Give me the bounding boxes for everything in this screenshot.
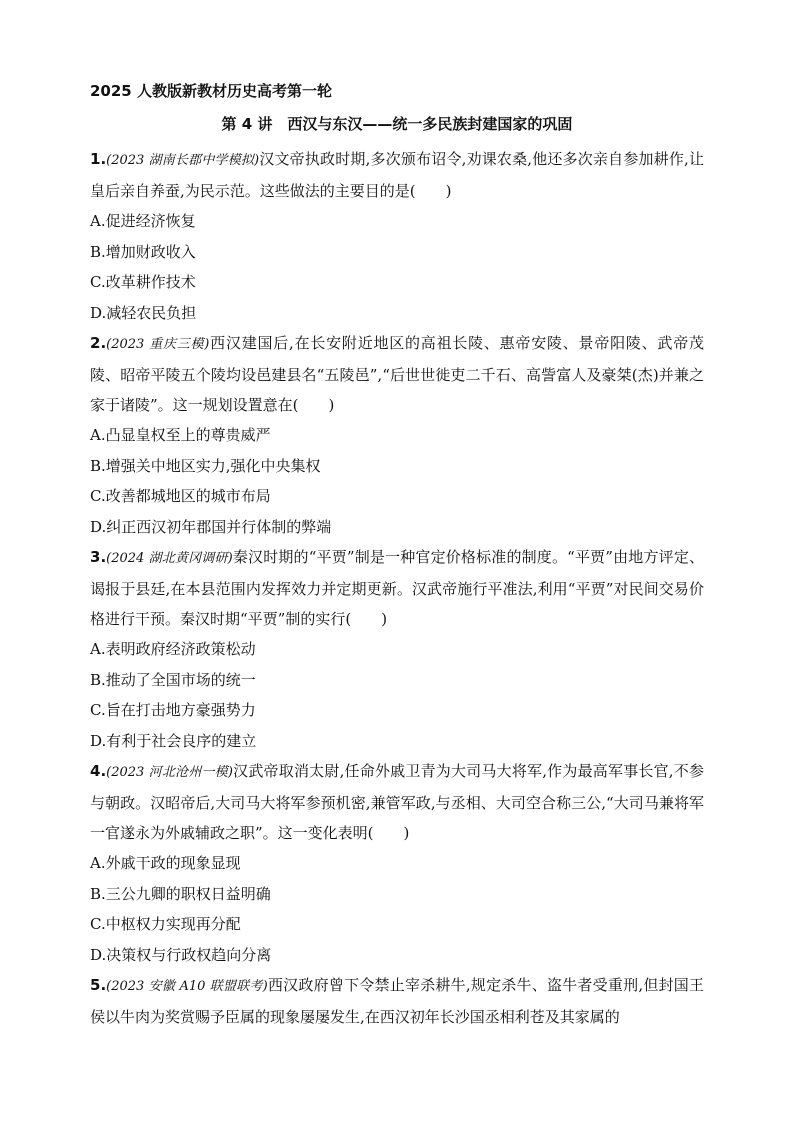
question-number: 4 bbox=[90, 762, 101, 780]
question-source: (2024 湖北黄冈调研) bbox=[106, 551, 233, 566]
option-c: C.旨在打击地方豪强势力 bbox=[90, 701, 256, 719]
question-stem: 2.(2023 重庆三模)西汉建国后,在长安附近地区的高祖长陵、惠帝安陵、景帝阳陵、武帝茂陵、昭帝平陵五个陵均设邑建县名“五陵邑”,“后世世徙吏二千石、高訾富人及豪桀(杰)并兼之家于诸陵”。这一规划设置意在( ) bbox=[90, 334, 704, 414]
question-number: 2 bbox=[90, 334, 101, 352]
option-b: B.三公九卿的职权日益明确 bbox=[90, 884, 271, 903]
option-list bbox=[90, 206, 704, 328]
option-list bbox=[90, 848, 704, 970]
option-a: A.凸显皇权至上的尊贵威严 bbox=[90, 426, 271, 444]
question-stem: 3.(2024 湖北黄冈调研)秦汉时期的“平贾”制是一种官定价格标准的制度。“平贾”由地方评定、谒报于县廷,在本县范围内发挥效力并定期更新。汉武帝施行平准法,利用“平贾”对民间交易价格进行干预。秦汉时期“平贾”制的实行( ) bbox=[90, 548, 704, 628]
option-c: C.改善都城地区的城市布局 bbox=[90, 487, 271, 505]
option-c: C.改革耕作技术 bbox=[90, 273, 196, 291]
question-stem: 5.(2023 安徽 A10 联盟联考)西汉政府曾下令禁止宰杀耕牛,规定杀牛、盗牛者受重刑,但封国王侯以牛肉为奖赏赐予臣属的现象屡屡发生,在西汉初年长沙国丞相利苍及其家属的 bbox=[90, 976, 704, 1026]
option-list bbox=[90, 634, 704, 756]
question-list bbox=[90, 144, 704, 1032]
option-list bbox=[90, 420, 704, 542]
question-stem: 1.(2023 湖南长郡中学模拟)汉文帝执政时期,多次颁布诏令,劝课农桑,他还多次亲自参加耕作,让皇后亲自养蚕,为民示范。这些做法的主要目的是( ) bbox=[90, 150, 704, 200]
question-stem: 4.(2023 河北沧州一模)汉武帝取消太尉,任命外戚卫青为大司马大将军,作为最高军事长官,不参与朝政。汉昭帝后,大司马大将军参预机密,兼管军政,与丞相、大司空合称三公,“大司马兼将军一官遂永为外戚辅政之职”。这一变化表明( ) bbox=[90, 762, 704, 842]
question-source: (2023 湖南长郡中学模拟) bbox=[106, 153, 260, 168]
question-text: 汉文帝执政时期,多次颁布诏令,劝课农桑,他还多次亲自参加耕作,让皇后亲自养蚕,为民示范。这些做法的主要目的是( ) bbox=[90, 150, 704, 200]
option-a: A.表明政府经济政策松动 bbox=[90, 640, 256, 658]
option-d: D.减轻农民负担 bbox=[90, 303, 197, 322]
question-3 bbox=[90, 542, 704, 756]
question-text: 秦汉时期的“平贾”制是一种官定价格标准的制度。“平贾”由地方评定、谒报于县廷,在本县范围内发挥效力并定期更新。汉武帝施行平准法,利用“平贾”对民间交易价格进行干预。秦汉时期“平贾”制的实行( ) bbox=[90, 548, 704, 628]
option-b: B.增加财政收入 bbox=[90, 242, 196, 261]
option-d: D.决策权与行政权趋向分离 bbox=[90, 945, 272, 964]
question-text: 汉武帝取消太尉,任命外戚卫青为大司马大将军,作为最高军事长官,不参与朝政。汉昭帝后,大司马大将军参预机密,兼管军政,与丞相、大司空合称三公,“大司马兼将军一官遂永为外戚辅政之职”。这一变化表明( ) bbox=[90, 762, 704, 842]
option-c: C.中枢权力实现再分配 bbox=[90, 915, 241, 933]
option-b: B.推动了全国市场的统一 bbox=[90, 670, 256, 689]
question-number: 5 bbox=[90, 976, 101, 994]
question-source: (2023 重庆三模) bbox=[106, 337, 210, 352]
option-b: B.增强关中地区实力,强化中央集权 bbox=[90, 456, 321, 475]
question-2 bbox=[90, 328, 704, 542]
question-1 bbox=[90, 144, 704, 328]
lesson-title: 第 4 讲 西汉与东汉——统一多民族封建国家的巩固 bbox=[221, 115, 573, 133]
question-text: 西汉政府曾下令禁止宰杀耕牛,规定杀牛、盗牛者受重刑,但封国王侯以牛肉为奖赏赐予臣属的现象屡屡发生,在西汉初年长沙国丞相利苍及其家属的 bbox=[90, 976, 704, 1026]
question-source: (2023 安徽 A10 联盟联考) bbox=[106, 979, 268, 994]
option-d: D.纠正西汉初年郡国并行体制的弊端 bbox=[90, 517, 332, 536]
question-5 bbox=[90, 970, 704, 1032]
option-a: A.外戚干政的现象显现 bbox=[90, 854, 241, 872]
option-a: A.促进经济恢复 bbox=[90, 212, 196, 230]
question-source: (2023 河北沧州一模) bbox=[106, 765, 233, 780]
question-number: 3 bbox=[90, 548, 101, 566]
question-4 bbox=[90, 756, 704, 970]
document-title: 2025 人教版新教材历史高考第一轮 bbox=[90, 82, 332, 100]
option-d: D.有利于社会良序的建立 bbox=[90, 731, 257, 750]
question-text: 西汉建国后,在长安附近地区的高祖长陵、惠帝安陵、景帝阳陵、武帝茂陵、昭帝平陵五个陵均设邑建县名“五陵邑”,“后世世徙吏二千石、高訾富人及豪桀(杰)并兼之家于诸陵”。这一规划设置意在( ) bbox=[90, 334, 704, 414]
question-number: 1 bbox=[90, 150, 101, 168]
